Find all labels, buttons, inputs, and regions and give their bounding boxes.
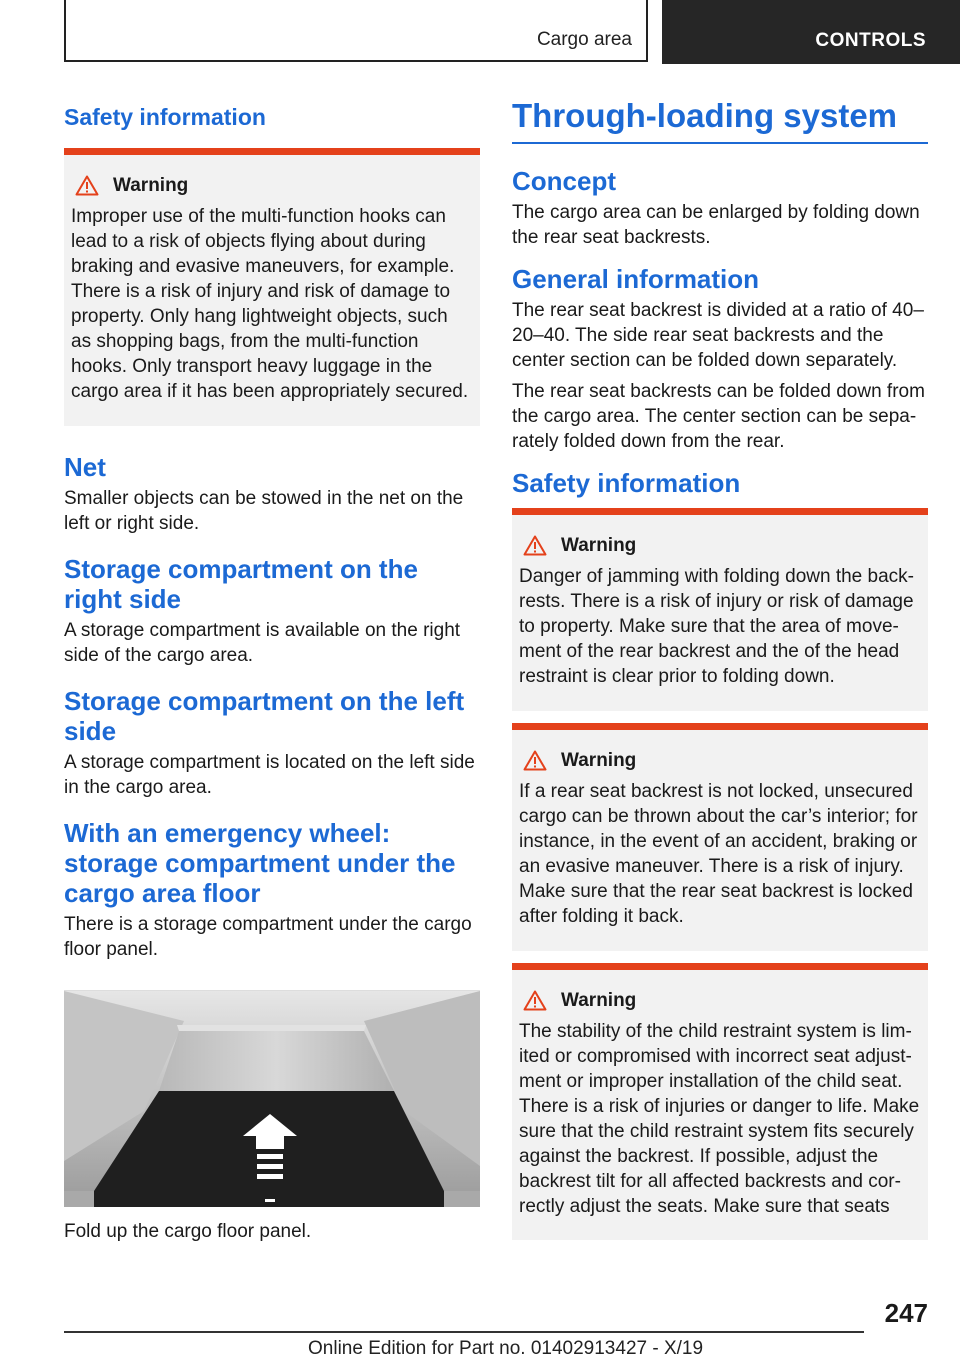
- heading-safety-information-right: Safety information: [512, 468, 741, 498]
- heading-net: Net: [64, 452, 106, 482]
- warning-triangle-icon: [75, 175, 99, 196]
- warning-header: [519, 748, 920, 773]
- edition-notice: Online Edition for Part no. 01402913427 - X/19: [308, 1338, 704, 1359]
- net-text: Smaller objects can be stowed in the net on the left or right side.: [64, 488, 464, 534]
- warning-text: Danger of jamming with folding down the backrests. There is a risk of injury or risk of damage to property. Make sure that the area of movement of the rear backrest and the of the head restraint is clear prior to folding down.: [519, 566, 914, 687]
- warning-triangle-icon: [523, 990, 547, 1011]
- section-label: Cargo area: [536, 29, 632, 50]
- page-header: [0, 0, 960, 66]
- general-text-2: The rear seat backrests can be folded down from the cargo area. The center section can be separately folded down from the rear.: [512, 381, 925, 452]
- left-column: [64, 96, 480, 1244]
- cargo-floor-illustration: [64, 990, 480, 1207]
- warning-label: Warning: [561, 535, 637, 556]
- warning-triangle-icon: [523, 535, 547, 556]
- warning-header: [519, 533, 920, 558]
- header-frame: [64, 0, 648, 62]
- warning-header: [71, 173, 472, 198]
- general-text-1: The rear seat backrest is divided at a ratio of 40–20–40. The side rear seat backrests and the center section can be folded down separately.: [512, 300, 924, 371]
- warning-text: The stability of the child restraint system is limited or compromised with incorrect seat adjustment or improper installation of the child seat. There is a risk of injuries or danger to life. Make sure that the child restraint system fits securely against the backrest. If possible, adjust the backrest tilt for all affected backrests and correctly adjust the seats. Make sure that seats: [519, 1021, 920, 1217]
- warning-text: If a rear seat backrest is not locked, unsecured cargo can be thrown about the car’s interior; for instance, in the event of an accident, braking or an evasive maneuver. There is a risk of injury. Make sure that the rear seat backrest is locked after folding it back.: [519, 781, 918, 927]
- heading-storage-right: Storage compartment on the right side: [64, 554, 418, 614]
- warning-label: Warning: [113, 175, 189, 196]
- footer-divider: [64, 1331, 864, 1333]
- heading-emergency-wheel: With an emergency wheel: storage compartment under the cargo area floor: [64, 818, 456, 908]
- heading-safety-information: Safety information: [64, 104, 266, 130]
- concept-text: The cargo area can be enlarged by folding down the rear seat backrests.: [512, 202, 920, 248]
- heading-general-information: General information: [512, 264, 760, 294]
- warning-box-child-restraint: [512, 963, 928, 1240]
- heading-storage-left: Storage compartment on the left side: [64, 686, 465, 746]
- storage-left-text: A storage compartment is located on the left side in the cargo area.: [64, 752, 475, 798]
- right-column: [512, 96, 928, 1240]
- heading-concept: Concept: [512, 166, 616, 196]
- chapter-tab: [662, 0, 960, 64]
- warning-triangle-icon: [523, 750, 547, 771]
- warning-box-unlocked-backrest: [512, 723, 928, 951]
- warning-box-jamming: [512, 508, 928, 711]
- warning-text: Improper use of the multi-function hooks can lead to a risk of objects flying about during braking and evasive maneuvers, for example. There is a risk of injury and risk of damage to property. Only hang lightweight objects, such as shopping bags, from the multi-function hooks. Only transport heavy luggage in the cargo area if it has been appropriately secured.: [71, 206, 469, 402]
- cargo-floor-drawing: [64, 991, 480, 1207]
- storage-right-text: A storage compartment is available on the right side of the cargo area.: [64, 620, 461, 666]
- warning-box-hooks: [64, 148, 480, 426]
- warning-label: Warning: [561, 750, 637, 771]
- page-number: 247: [884, 1298, 928, 1328]
- chapter-label: CONTROLS: [815, 30, 926, 51]
- figure-caption: Fold up the cargo floor panel.: [64, 1221, 312, 1242]
- warning-header: [519, 988, 920, 1013]
- emergency-text: There is a storage compartment under the cargo floor panel.: [64, 914, 472, 960]
- heading-through-loading-system: Through-loading system: [512, 96, 928, 144]
- warning-label: Warning: [561, 990, 637, 1011]
